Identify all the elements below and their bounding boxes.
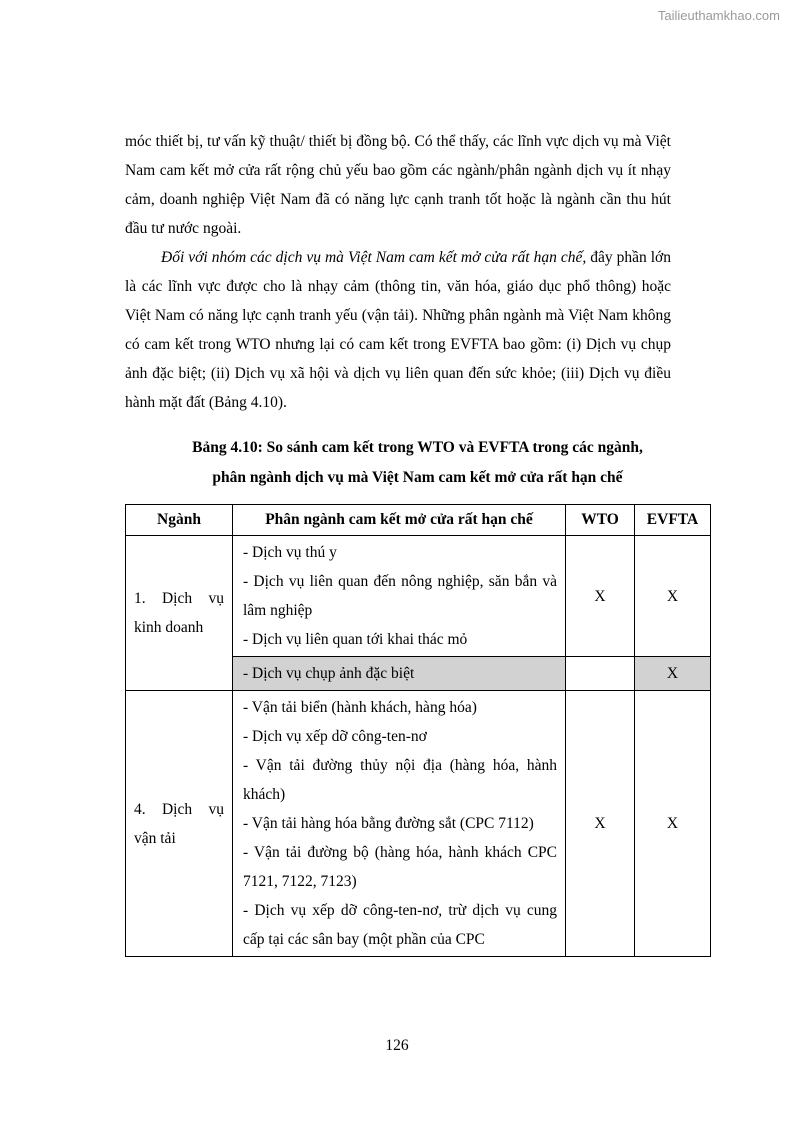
page-number: 126 (385, 1037, 409, 1054)
watermark: Tailieuthamkhao.com (657, 8, 780, 23)
subsector-item: - Vận tải biển (hành khách, hàng hóa) (243, 699, 477, 716)
subsector-item: - Dịch vụ thú y (243, 544, 337, 561)
header-evfta: EVFTA (635, 505, 711, 536)
subsector-item: - Dịch vụ chụp ảnh đặc biệt (243, 665, 415, 682)
subsector-item: - Dịch vụ liên quan tới khai thác mỏ (243, 631, 468, 648)
header-wto: WTO (566, 505, 635, 536)
table-caption-line-2: phân ngành dịch vụ mà Việt Nam cam kết mở cửa rất hạn chế (212, 469, 623, 486)
table-caption (125, 433, 710, 493)
comparison-table (125, 504, 711, 957)
subsector-item: - Dịch vụ xếp dỡ công-ten-nơ, trừ dịch vụ cung cấp tại các sân bay (một phần của CPC (243, 902, 557, 948)
subsector-item: - Dịch vụ xếp dỡ công-ten-nơ (243, 728, 427, 745)
table-row-business-services (126, 536, 711, 657)
cell-evfta-business: X (635, 536, 711, 657)
paragraph-2-body: đây phần lớn là các lĩnh vực được cho là nhạy cảm (thông tin, văn hóa, giáo dục phổ thông) hoặc Việt Nam có năng lực cạnh tranh yếu (vận tải). Những phân ngành mà Việt Nam không có cam kết trong WTO nhưng lại có cam kết trong EVFTA bao gồm: (i) Dịch vụ chụp ảnh đặc biệt; (ii) Dịch vụ xã hội và dịch vụ liên quan đến sức khỏe; (iii) Dịch vụ điều hành mặt đất (Bảng 4.10). (125, 249, 671, 411)
subsector-item: - Vận tải đường thủy nội địa (hàng hóa, hành khách) (243, 757, 557, 803)
subsector-item: - Vận tải đường bộ (hàng hóa, hành khách CPC 7121, 7122, 7123) (243, 844, 557, 890)
subsector-item: - Dịch vụ liên quan đến nông nghiệp, săn bắn và lâm nghiệp (243, 573, 557, 619)
cell-evfta-transport: X (635, 691, 711, 957)
cell-subsectors-transport (233, 691, 566, 957)
paragraph-2-italic-lead: Đối với nhóm các dịch vụ mà Việt Nam cam kết mở cửa rất hạn chế, (161, 249, 587, 266)
paragraph-2 (125, 243, 671, 417)
paragraph-1: móc thiết bị, tư vấn kỹ thuật/ thiết bị đồng bộ. Có thể thấy, các lĩnh vực dịch vụ mà Việt Nam cam kết mở cửa rất rộng chủ yếu bao gồm các ngành/phân ngành dịch vụ ít nhạy cảm, doanh nghiệp Việt Nam đã có năng lực cạnh tranh tốt hoặc là ngành cần thu hút đầu tư nước ngoài. (125, 133, 671, 237)
cell-wto-photography (566, 657, 635, 691)
cell-evfta-photography: X (635, 657, 711, 691)
page-content (125, 127, 710, 957)
header-nganh: Ngành (126, 505, 233, 536)
cell-subsector-photography (233, 657, 566, 691)
cell-sector-business: 1. Dịch vụ kinh doanh (126, 536, 233, 691)
cell-subsectors-business (233, 536, 566, 657)
cell-sector-transport: 4. Dịch vụ vận tải (126, 691, 233, 957)
subsector-item: - Vận tải hàng hóa bằng đường sắt (CPC 7112) (243, 815, 534, 832)
table-header-row (126, 505, 711, 536)
cell-wto-transport: X (566, 691, 635, 957)
cell-wto-business: X (566, 536, 635, 657)
header-phannganh: Phân ngành cam kết mở cửa rất hạn chế (233, 505, 566, 536)
table-row-transport-services (126, 691, 711, 957)
table-caption-line-1: Bảng 4.10: So sánh cam kết trong WTO và EVFTA trong các ngành, (192, 439, 643, 456)
